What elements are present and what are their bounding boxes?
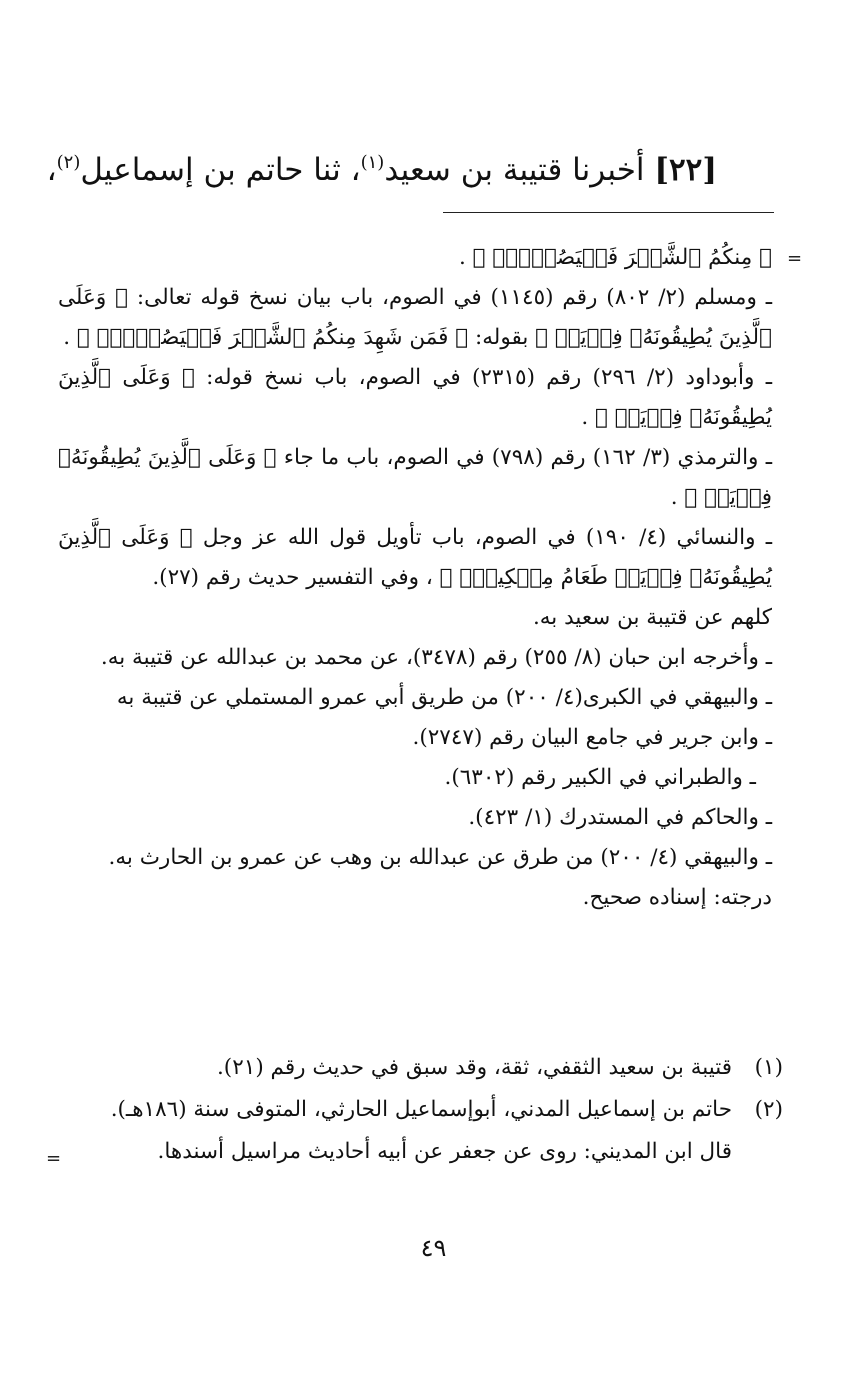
note-line: ـ والطبراني في الكبير رقم (٦٣٠٢). (444, 765, 756, 790)
footnote-1-text: قتيبة بن سعيد الثقفي، ثقة، وقد سبق في حديث رقم (٢١). (216, 1055, 732, 1080)
note-line: ـ والبيهقي (٤/ ٢٠٠) من طرق عن عبدالله بن وهب عن عمرو بن الحارث به. (108, 845, 772, 870)
note-line: ـ وابن جرير في جامع البيان رقم (٢٧٤٧). (412, 725, 772, 750)
note-line: ـ ومسلم (٢/ ٨٠٢) رقم (١١٤٥) في الصوم، باب بيان نسخ قوله تعالى: ﴿ وَعَلَى ٱلَّذِينَ يُطِيقُونَهُۥ فِدۡيَةٞ ﴾ بقوله: ﴿ فَمَن شَهِدَ مِنكُمُ ٱلشَّهۡرَ فَلۡيَصُمۡهُۖ ﴾ . (58, 285, 773, 350)
grading-line: درجته: إسناده صحيح. (582, 885, 772, 910)
footnote-1-marker: (١) (754, 1055, 783, 1080)
previous-hadith-notes (58, 238, 772, 918)
note-line: ـ وأبوداود (٢/ ٢٩٦) رقم (٢٣١٥) في الصوم، باب نسخ قوله: ﴿ وَعَلَى ٱلَّذِينَ يُطِيقُونَهُۥ فِدۡيَةٞ ﴾ . (58, 365, 772, 430)
note-line: ﴿ مِنكُمُ ٱلشَّهۡرَ فَلۡيَصُمۡهُۖ ﴾ . (458, 245, 772, 270)
note-line: ـ والنسائي (٤/ ١٩٠) في الصوم، باب تأويل قول الله عز وجل ﴿ وَعَلَى ٱلَّذِينَ يُطِيقُونَهُۥ فِدۡيَةٞ طَعَامُ مِسۡكِينٖۖ ﴾ ، وفي التفسير حديث رقم (٢٧). (58, 525, 773, 590)
footnote-ref-1[interactable]: (١) (360, 152, 385, 173)
hadith-heading (46, 138, 717, 195)
footnote-2-marker: (٢) (754, 1097, 783, 1122)
continuation-mark-bottom: = (46, 1148, 62, 1169)
note-line: كلهم عن قتيبة بن سعيد به. (532, 605, 772, 630)
note-line: ـ والحاكم في المستدرك (١/ ٤٢٣). (468, 805, 772, 830)
footnote-separator (443, 212, 774, 213)
hadith-text-part1: أخبرنا قتيبة بن سعيد (384, 152, 645, 188)
footnote-ref-2[interactable]: (٢) (56, 152, 81, 173)
hadith-number: [٢٢] (654, 152, 717, 188)
footnote-2-continuation: قال ابن المديني: روى عن جعفر عن أبيه أحاديث مراسيل أسندها. (157, 1139, 732, 1164)
continuation-mark-top: = (787, 248, 803, 269)
note-line: ـ والترمذي (٣/ ١٦٢) رقم (٧٩٨) في الصوم، باب ما جاء ﴿ وَعَلَى ٱلَّذِينَ يُطِيقُونَهُۥ فِدۡيَةٞ ﴾ . (58, 445, 773, 510)
footnote-2-text: حاتم بن إسماعيل المدني، أبوإسماعيل الحارثي، المتوفى سنة (١٨٦هـ). (110, 1097, 732, 1122)
hadith-text-part3: ، (46, 152, 57, 188)
note-line: ـ والبيهقي في الكبرى(٤/ ٢٠٠) من طريق أبي عمرو المستملي عن قتيبة به (116, 685, 772, 710)
hadith-text-part2: ، ثنا حاتم بن إسماعيل (80, 152, 361, 188)
note-line: ـ وأخرجه ابن حبان (٨/ ٢٥٥) رقم (٣٤٧٨)، عن محمد بن عبدالله عن قتيبة به. (100, 645, 772, 670)
page-number: ٤٩ (420, 1234, 447, 1262)
